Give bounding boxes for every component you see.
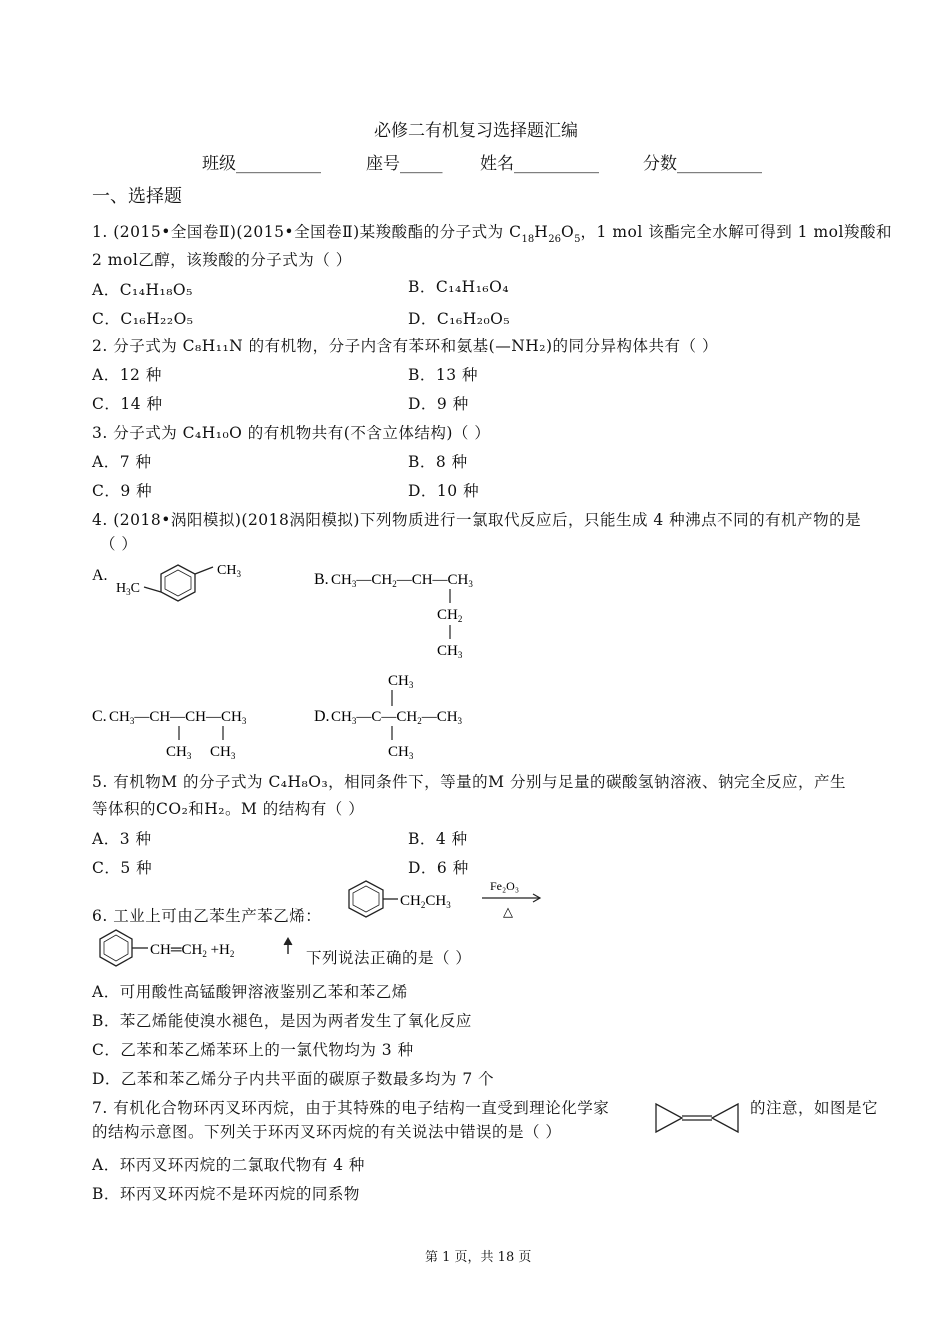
option-6b: B．苯乙烯能使溴水褪色，是因为两者发生了氧化反应: [92, 1012, 472, 1030]
structures-a-b: [88, 555, 528, 665]
option-6d: D．乙苯和苯乙烯分子内共平面的碳原子数最多均为 7 个: [92, 1070, 495, 1088]
question-7-line1a: 7. 有机化合物环丙叉环丙烷，由于其特殊的电子结构一直受到理论化学家: [92, 1099, 610, 1117]
question-5-line1: 5. 有机物M 的分子式为 C₄H₈O₃，相同条件下，等量的M 分别与足量的碳酸氢钠溶液、钠完全反应，产生: [92, 773, 846, 791]
option-1d: D．C₁₆H₂₀O₅: [408, 310, 511, 328]
score-field: 分数__________: [643, 154, 762, 174]
option-3b: B．8 种: [408, 453, 468, 471]
svg-text:CH3—CH2—CH—CH3: $CH_3—CH_2—CH—CH_3$: [331, 572, 473, 589]
question-4-line1: 4. (2018•涡阳模拟)(2018涡阳模拟)下列物质进行一氯取代反应后，只能生成 4 种沸点不同的有机产物的是: [92, 511, 862, 529]
option-7a: A．环丙叉环丙烷的二氯取代物有 4 种: [92, 1156, 365, 1174]
option-4d-label: D.: [314, 708, 330, 725]
option-2b: B．13 种: [408, 366, 479, 384]
svg-text:CH3—C—CH2—CH3: $CH_3—C—CH_2—CH_3$: [331, 709, 463, 726]
svg-text:CH3: $CH_3$: [166, 744, 192, 761]
structures-c-d: [88, 666, 528, 766]
option-4b-label: B.: [314, 571, 329, 588]
question-7-line1b: 的注意，如图是它: [750, 1099, 879, 1117]
styrene-product: [92, 928, 312, 968]
option-1c: C．C₁₆H₂₂O₅: [92, 310, 194, 328]
option-5a: A．3 种: [92, 830, 152, 848]
styrene-ring: [100, 930, 148, 966]
section-title: 一、选择题: [92, 186, 182, 207]
option-3d: D．10 种: [408, 482, 480, 500]
bicyclopropylidene-structure: [652, 1098, 742, 1138]
option-2c: C．14 种: [92, 395, 163, 413]
svg-text:CH3: $CH_3$: [217, 563, 241, 579]
question-3: 3. 分子式为 C₄H₁₀O 的有机物共有(不含立体结构)（ ）: [92, 424, 491, 442]
option-3c: C．9 种: [92, 482, 153, 500]
option-1a: A．C₁₄H₁₈O₅: [92, 281, 193, 299]
option-2a: A．12 种: [92, 366, 162, 384]
question-7-line2: 的结构示意图。下列关于环丙叉环丙烷的有关说法中错误的是（ ）: [92, 1123, 562, 1141]
svg-text:CH3: $CH_3$: [388, 744, 414, 761]
svg-text:CH═CH2 +H2: $CH═CH_2 +H_2$: [150, 942, 235, 959]
option-7b: B．环丙叉环丙烷不是环丙烷的同系物: [92, 1185, 360, 1203]
option-2d: D．9 种: [408, 395, 469, 413]
ethylbenzene-ring: [349, 881, 398, 917]
svg-text:CH3—CH—CH—CH3: $CH_3—CH—CH—CH_3$: [109, 709, 247, 726]
p-xylene-structure: [144, 565, 213, 601]
question-1-line1: 1. (2015•全国卷Ⅱ)(2015•全国卷Ⅱ)某羧酸酯的分子式为 $C_{18}H_{26}O_5$，1 mol 该酯完全水解可得到 1 mol羧酸和: [92, 223, 892, 245]
question-1-line2: 2 mol乙醇，该羧酸的分子式为（ ）: [92, 251, 352, 269]
class-field: 班级__________: [202, 154, 321, 174]
question-4-line2: （ ）: [100, 535, 138, 553]
ethylbenzene-reaction: [340, 876, 550, 926]
page-title: 必修二有机复习选择题汇编: [374, 121, 578, 141]
option-1b: B．C₁₄H₁₆O₄: [408, 278, 510, 296]
question-2: 2. 分子式为 C₈H₁₁N 的有机物，分子内含有苯环和氨基(—NH₂)的同分异构体共有（ ）: [92, 337, 718, 355]
name-field: 姓名__________: [480, 154, 599, 174]
reagent-label: Fe₂O₃: [490, 879, 520, 893]
option-4a-label: A.: [92, 567, 108, 584]
option-5d: D．6 种: [408, 859, 469, 877]
seat-field: 座号_____: [366, 154, 443, 174]
svg-text:CH3: $CH_3$: [437, 643, 463, 660]
option-4c-label: C.: [92, 708, 107, 725]
option-3a: A．7 种: [92, 453, 152, 471]
svg-text:CH3: $CH_3$: [210, 744, 236, 761]
question-6-line2: 下列说法正确的是（ ）: [306, 949, 472, 967]
svg-text:CH2CH3: $CH_2CH_3$: [400, 893, 451, 910]
option-5c: C．5 种: [92, 859, 153, 877]
svg-text:H3C: $H_3C$: [116, 581, 140, 597]
option-6c: C．乙苯和苯乙烯苯环上的一氯代物均为 3 种: [92, 1041, 414, 1059]
svg-text:CH2: $CH_2$: [437, 607, 463, 624]
question-6-line1: 6. 工业上可由乙苯生产苯乙烯：: [92, 907, 322, 925]
question-5-line2: 等体积的CO₂和H₂。M 的结构有（ ）: [92, 800, 365, 818]
option-5b: B．4 种: [408, 830, 468, 848]
page-footer: 第 1 页，共 18 页: [425, 1250, 532, 1265]
svg-text:CH3: $CH_3$: [388, 673, 414, 690]
option-6a: A．可用酸性高锰酸钾溶液鉴别乙苯和苯乙烯: [92, 983, 408, 1001]
heat-symbol: △: [503, 904, 513, 919]
